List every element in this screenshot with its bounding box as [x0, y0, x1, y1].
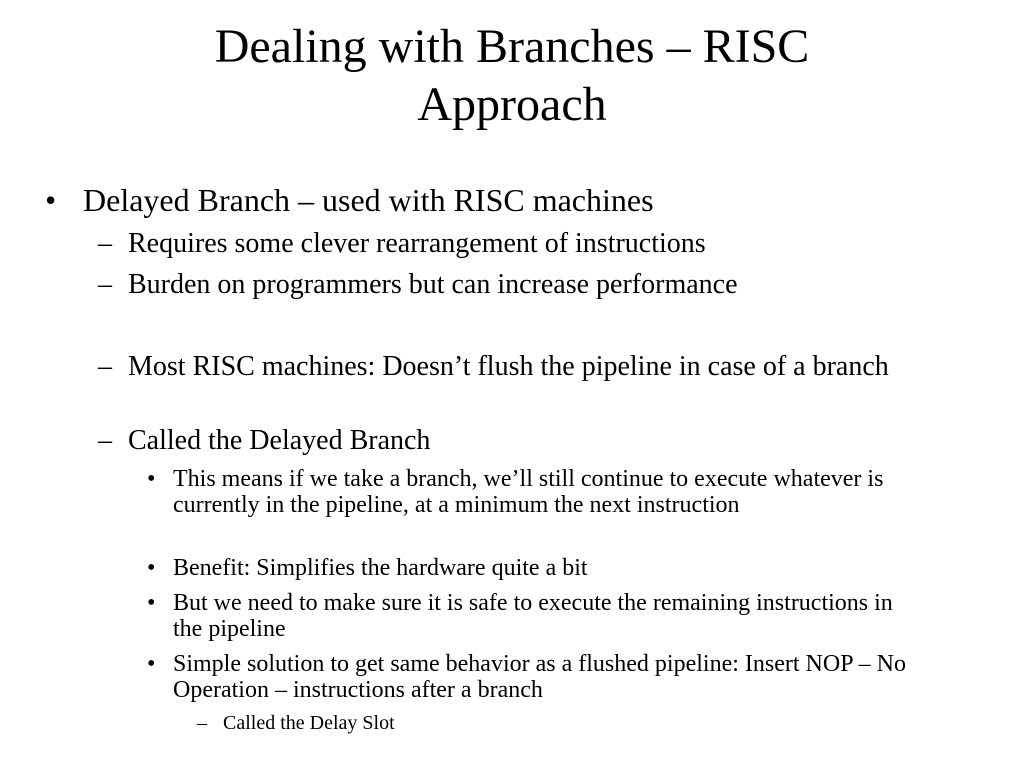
slide-title [0, 18, 1024, 134]
subbullet-rearrangement [98, 227, 988, 261]
subsubbullet-benefit [147, 555, 953, 581]
subsubbullet-text: This means if we take a branch, we’ll still continue to execute whatever is currently in the pipeline, at a minimum the next instruction [173, 466, 884, 518]
subbullet-burden [98, 268, 988, 302]
dash-marker: – [98, 425, 112, 456]
bullet-text: Delayed Branch – used with RISC machines [83, 182, 654, 218]
subbullet-called-delayed-branch [98, 424, 988, 458]
slide-title-line-1: Dealing with Branches – RISC [214, 20, 810, 73]
subsubbullet-meaning [147, 466, 913, 518]
subbullet-text: Burden on programmers but can increase performance [128, 269, 738, 300]
dash-marker: – [197, 712, 207, 734]
level4-text: Called the Delay Slot [223, 712, 395, 734]
bullet-marker: • [147, 555, 156, 581]
level4-delay-slot [197, 711, 923, 735]
bullet-delayed-branch [45, 182, 983, 218]
bullet-marker: • [147, 466, 156, 492]
subsubbullet-simple-solution [147, 651, 963, 703]
dash-marker: – [98, 269, 112, 300]
subbullet-no-flush [98, 350, 978, 384]
subbullet-text: Most RISC machines: Doesn’t flush the pipeline in case of a branch [128, 351, 889, 382]
subsubbullet-text: But we need to make sure it is safe to execute the remaining instructions in the pipeline [173, 590, 893, 642]
dash-marker: – [98, 351, 112, 382]
subsubbullet-text: Benefit: Simplifies the hardware quite a bit [173, 555, 588, 581]
subbullet-text: Requires some clever rearrangement of instructions [128, 228, 706, 259]
bullet-marker: • [147, 590, 156, 616]
dash-marker: – [98, 228, 112, 259]
slide-title-line-2: Approach [417, 78, 607, 131]
subsubbullet-safe-execute [147, 590, 893, 642]
bullet-marker: • [147, 651, 156, 677]
subsubbullet-text: Simple solution to get same behavior as a flushed pipeline: Insert NOP – No Operation – instructions after a branch [173, 651, 906, 703]
bullet-marker: • [45, 182, 57, 218]
subbullet-text: Called the Delayed Branch [128, 425, 431, 456]
